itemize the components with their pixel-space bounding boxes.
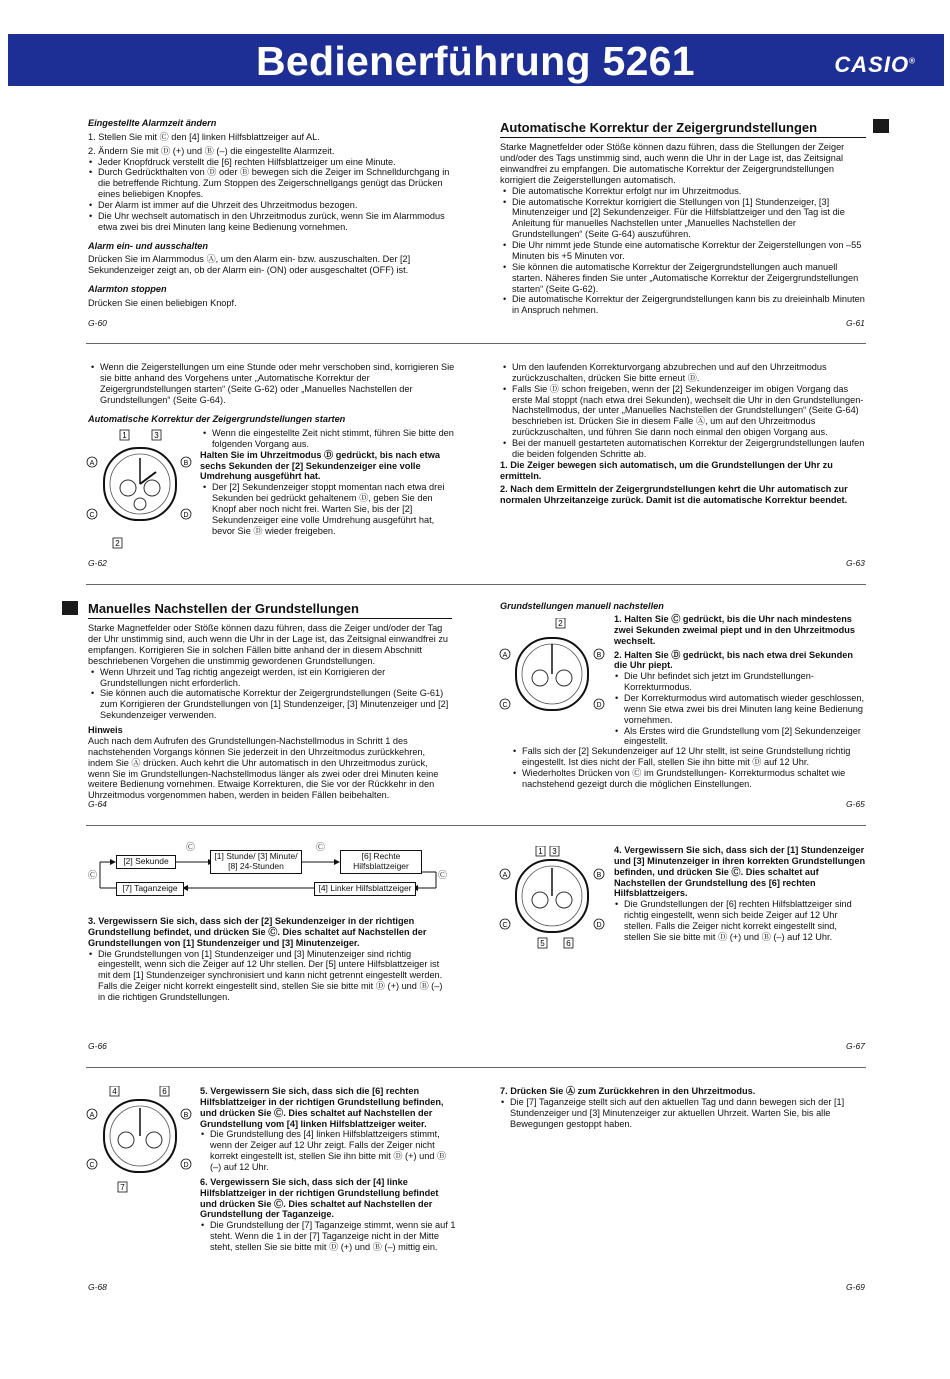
page-number: G-65 bbox=[846, 799, 865, 809]
step: 4. Vergewissern Sie sich, dass sich der [1] Stundenzeiger und [3] Minutenzeiger in ihren korrekten Grundstellungen befinden, und drücken Sie Ⓒ. Dies schaltet auf Nachstellen der Grundstellung des [6] rechten Hilfsblattzeigers. bbox=[614, 845, 866, 899]
button-c-label: C bbox=[502, 702, 508, 709]
page-g62 bbox=[88, 362, 458, 428]
step: 6. Vergewissern Sie sich, dass sich der [4] linke Hilfsblattzeiger in der richtigen Grundstellung befindet und drücken Sie Ⓒ. Dies schaltet auf Nachstellen der Grundstellung der Taganzeige. bbox=[200, 1176, 439, 1220]
button-c-label: Ⓒ bbox=[186, 842, 196, 852]
page-g64 bbox=[88, 601, 452, 804]
step: 1. Die Zeiger bewegen sich automatisch, um die Grundstellungen der Uhr zu ermitteln. bbox=[500, 459, 833, 481]
page-g67 bbox=[614, 845, 866, 943]
flow-step-second: [2] Sekunde bbox=[116, 855, 176, 869]
bullet: • Die automatische Korrektur der Zeigergrundstellungen kann bis zu dreieinhalb Minuten in Anspruch nehmen. bbox=[512, 294, 866, 316]
section-heading: Manuelles Nachstellen der Grundstellungen bbox=[88, 601, 452, 619]
document-title: Bedienerführung 5261 bbox=[256, 38, 695, 84]
bullet: • Die Grundstellungen von [1] Stundenzeiger und [3] Minutenzeiger sind richtig eingestellt, wenn sich die Zeiger auf 12 Uhr stellen. Der [5] untere Hilfsblattzeiger ist mit dem [1] Stundenzeiger synchronisiert und kann nicht getrennt eingestellt werden. Falls die Zeiger nicht korrekt eingestellt sind, stellen Sie sie bitte mit Ⓓ (+) und Ⓑ (–) in die richtigen Grundstellungen. bbox=[98, 949, 450, 1003]
step: 1. Stellen Sie mit Ⓒ den [4] linken Hilfsblattzeiger auf AL. bbox=[88, 131, 320, 142]
hand-label: 6 bbox=[162, 1087, 167, 1096]
hand-label: 4 bbox=[112, 1087, 117, 1096]
bullet: • Der [2] Sekundenzeiger stoppt momentan nach etwa drei Sekunden bei gedrückt gehaltenem Ⓓ, geben Sie den Knopf aber noch nicht frei. Warten Sie, bis der [2] Sekundenzeiger eine volle Umdrehung ausgeführt hat, bevor Sie Ⓓ wieder freigeben. bbox=[212, 482, 456, 536]
page-number: G-63 bbox=[846, 558, 865, 568]
section-marker bbox=[62, 601, 78, 615]
divider bbox=[86, 343, 866, 344]
bullet: • Falls Sie Ⓓ schon freigeben, wenn der [2] Sekundenzeiger im obigen Vorgang das erste Mal stoppt (nach etwa drei Sekunden), wechselt die Uhr in den Grundstellungen-Nachstellmodus, der unter „Manuelles Nachstellen der Grundstellungen“ (Seite G-64) beschrieben ist. Drücken Sie in diesem Falle Ⓐ, um auf den Uhrzeitmodus zurückzuschalten, und führen Sie dann noch einmal den obigen Vorgang aus. bbox=[512, 384, 866, 438]
page-g68 bbox=[200, 1086, 456, 1253]
section-marker bbox=[873, 119, 889, 133]
button-c-label: Ⓒ bbox=[438, 870, 448, 880]
section-heading: Automatische Korrektur der Zeigergrundstellungen bbox=[500, 120, 866, 138]
bullet: • Die Uhr befindet sich jetzt im Grundstellungen-Korrekturmodus. bbox=[624, 671, 866, 693]
step: 2. Ändern Sie mit Ⓓ (+) und Ⓑ (–) die eingestellte Alarmzeit. bbox=[88, 145, 335, 156]
bullet: • Wenn die Zeigerstellungen um eine Stunde oder mehr verschoben sind, korrigieren Sie sie bitte anhand des Vorgehens unter „Automatische Korrektur der Zeigergrundstellungen starten“ (Seite G-62) oder „Manuelles Nachstellen der Grundstellungen“ (Seite G-64). bbox=[100, 362, 458, 405]
paragraph: Drücken Sie einen beliebigen Knopf. bbox=[88, 298, 237, 309]
button-d-label: D bbox=[183, 512, 189, 519]
page-number: G-62 bbox=[88, 558, 107, 568]
paragraph: Starke Magnetfelder oder Stöße können dazu führen, dass die Zeiger und/oder der Tag der Uhr unstimmig sind, auch wenn die Uhr in der Lage ist, das Zeitsignal einwandfrei zu empfangen. Korrigieren Sie in solchen Fällen bitte anhand der in diesem Abschnitt beschriebenen Vorgehen die unstimmig gewordenen Grundstellungen. bbox=[88, 623, 449, 666]
hand-label: 2 bbox=[115, 539, 120, 548]
button-c-label: C bbox=[89, 512, 95, 519]
hand-label: 3 bbox=[552, 847, 557, 856]
bullet: • Die automatische Korrektur erfolgt nur im Uhrzeitmodus. bbox=[512, 186, 866, 197]
hand-label: 3 bbox=[154, 431, 159, 440]
bullet: • Jeder Knopfdruck verstellt die [6] rechten Hilfsblattzeiger um eine Minute. bbox=[98, 157, 458, 168]
button-d-label: D bbox=[183, 1162, 189, 1169]
bullet: • Der Alarm ist immer auf die Uhrzeit des Uhrzeitmodus bezogen. bbox=[98, 200, 458, 211]
page-number: G-64 bbox=[88, 799, 107, 809]
paragraph: Drücken Sie im Alarmmodus Ⓐ, um den Alarm ein- bzw. auszuschalten. Der [2] Sekundenzeiger zeigt an, ob der Alarm ein- (ON) oder ausgeschaltet (OFF) ist. bbox=[88, 254, 411, 276]
page-number: G-60 bbox=[88, 318, 107, 328]
page-g62-steps bbox=[200, 428, 456, 537]
settings-flow-diagram bbox=[86, 842, 450, 900]
step: 2. Nach dem Ermitteln der Zeigergrundstellungen kehrt die Uhr automatisch zur normalen Uhrzeitanzeige zurück. Damit ist die automatische Korrektur beendet. bbox=[500, 484, 848, 506]
flow-step-day: [7] Taganzeige bbox=[116, 882, 184, 896]
heading-alarm-toggle: Alarm ein- und ausschalten bbox=[88, 240, 208, 251]
bullet: • Durch Gedrückthalten von Ⓓ oder Ⓑ bewegen sich die Zeiger im Schnelldurchgang in die betreffende Richtung. Zum Stoppen des Zeigerschnellgangs genügt das Drücken eines beliebigen Knopfes. bbox=[98, 167, 458, 200]
divider bbox=[86, 1067, 866, 1068]
paragraph: Starke Magnetfelder oder Stöße können dazu führen, dass die Stellungen der Zeiger und/oder des Tags unstimmig sind, auch wenn die Uhr in der Lage ist, das Zeitsignal einwandfrei zu empfangen. Die automatische Korrektur der Zeigergrundstellungen korrigiert die Zeigerstellungen automatisch. bbox=[500, 142, 845, 185]
button-a-label: A bbox=[502, 872, 508, 879]
page-number: G-61 bbox=[846, 318, 865, 328]
bullet: • Wenn die eingestellte Zeit nicht stimmt, führen Sie bitte den folgenden Vorgang aus. bbox=[212, 428, 456, 450]
bullet: • Als Erstes wird die Grundstellung vom [2] Sekundenzeiger eingestellt. bbox=[624, 726, 866, 748]
page-number: G-67 bbox=[846, 1041, 865, 1051]
heading-alarm-change: Eingestellte Alarmzeit ändern bbox=[88, 118, 217, 128]
watch-face-icon bbox=[516, 860, 588, 932]
hand-label: 6 bbox=[566, 939, 571, 948]
bullet: • Die Grundstellung des [4] linken Hilfsblattzeigers stimmt, wenn der Zeiger auf 12 Uhr zeigt. Falls der Zeiger nicht korrekt eingestellt ist, stellen Sie ihn bitte mit Ⓓ (+) und Ⓑ (–) auf 12 Uhr. bbox=[210, 1129, 456, 1172]
step: Halten Sie im Uhrzeitmodus Ⓓ gedrückt, bis nach etwa sechs Sekunden der [2] Sekundenzeiger eine volle Umdrehung ausgeführt hat. bbox=[200, 449, 440, 482]
watch-face-icon bbox=[104, 1100, 176, 1172]
paragraph: Auch nach dem Aufrufen des Grundstellungen-Nachstellmodus in Schritt 1 des nachstehenden Vorgangs können Sie jederzeit in den Uhrzeitmodus zurückkehren, indem Sie Ⓐ drücken. Auch kehrt die Uhr automatisch in den Uhrzeitmodus zurück, wenn Sie im Grundstellungen-Nachstellmodus länger als zwei oder drei Minuten keine weitere Bedienung vornehmen. Etwaige Korrekturen, die Sie vor der Rückkehr in den Uhrzeitmodus vorgenommen haben, werden in beiden Fällen beibehalten. bbox=[88, 735, 439, 801]
page-number: G-69 bbox=[846, 1282, 865, 1292]
step: 1. Halten Sie Ⓒ gedrückt, bis die Uhr nach mindestens zwei Sekunden zweimal piept und in den Uhrzeitmodus wechselt. bbox=[614, 614, 855, 646]
button-a-label: A bbox=[89, 460, 95, 467]
divider bbox=[86, 584, 866, 585]
divider bbox=[86, 825, 866, 826]
watch-diagram-g65 bbox=[498, 618, 608, 718]
bullet: • Sie können die automatische Korrektur der Zeigergrundstellungen auch manuell starten. Näheres finden Sie unter „Automatische Korrektur der Zeigergrundstellungen starten“ (Seite G-62). bbox=[512, 262, 866, 295]
page-g65-steps bbox=[614, 614, 866, 747]
bullet: • Die [7] Taganzeige stellt sich auf den aktuellen Tag und dann bewegen sich der [1] Stundenzeiger und [3] Minutenzeiger zur aktuellen Uhrzeit. Warten Sie, bis alle Bewegungen gestoppt haben. bbox=[510, 1097, 866, 1130]
page-g66 bbox=[88, 916, 450, 1003]
page-g61 bbox=[500, 120, 866, 316]
heading: Automatische Korrektur der Zeigergrundstellungen starten bbox=[88, 414, 346, 425]
bullet: • Wiederholtes Drücken von Ⓒ im Grundstellungen- Korrekturmodus schaltet wie nachstehend gezeigt durch die möglichen Einstellungen. bbox=[522, 768, 866, 790]
button-b-label: B bbox=[183, 1112, 189, 1119]
button-c-label: C bbox=[89, 1162, 95, 1169]
page-g69 bbox=[500, 1086, 866, 1129]
page-number: G-68 bbox=[88, 1282, 107, 1292]
step: 7. Drücken Sie Ⓐ zum Zurückkehren in den Uhrzeitmodus. bbox=[500, 1086, 756, 1096]
hand-label: 7 bbox=[120, 1183, 125, 1192]
watch-face-icon bbox=[104, 448, 176, 520]
page-number: G-66 bbox=[88, 1041, 107, 1051]
casio-logo: CASIO® bbox=[834, 52, 916, 77]
button-a-label: A bbox=[502, 652, 508, 659]
bullet: • Bei der manuell gestarteten automatischen Korrektur der Zeigergrundstellungen laufen die beiden folgenden Schritte ab. bbox=[512, 438, 866, 460]
flow-step-left-subdial: [4] Linker Hilfsblattzeiger bbox=[314, 882, 416, 896]
page-header bbox=[8, 34, 944, 86]
button-d-label: D bbox=[596, 922, 602, 929]
bullet: • Die Grundstellungen der [6] rechten Hilfsblattzeiger sind richtig eingestellt, wenn sich beide Zeiger auf 12 Uhr stellen. Falls die Zeiger nicht korrekt eingestellt sind, stellen Sie sie bitte mit Ⓓ (+) und Ⓑ (–) auf 12 Uhr. bbox=[624, 899, 866, 942]
bullet: • Der Korrekturmodus wird automatisch wieder geschlossen, wenn Sie etwa zwei bis drei Minuten lang keine Bedienung vornehmen. bbox=[624, 693, 866, 726]
button-b-label: B bbox=[596, 872, 602, 879]
button-b-label: B bbox=[596, 652, 602, 659]
button-c-label: Ⓒ bbox=[88, 870, 98, 880]
watch-diagram-g62 bbox=[86, 428, 194, 550]
flow-step-hour-minute: [1] Stunde/ [3] Minute/ [8] 24-Stunden bbox=[210, 850, 302, 874]
page-g65-head bbox=[500, 601, 866, 615]
button-a-label: A bbox=[89, 1112, 95, 1119]
button-b-label: B bbox=[183, 460, 189, 467]
hand-label: 1 bbox=[538, 847, 543, 856]
hand-label: 1 bbox=[122, 431, 127, 440]
step: 3. Vergewissern Sie sich, dass sich der [2] Sekundenzeiger in der richtigen Grundstellung befindet, und drücken Sie Ⓒ. Dies schaltet auf Nachstellen der Grundstellungen von [1] Stundenzeiger und [3] Minutenzeiger. bbox=[88, 916, 427, 948]
button-c-label: Ⓒ bbox=[316, 842, 326, 852]
button-c-label: C bbox=[502, 922, 508, 929]
watch-face-icon bbox=[516, 638, 588, 710]
button-d-label: D bbox=[596, 702, 602, 709]
bullet: • Die Grundstellung der [7] Taganzeige stimmt, wenn sie auf 1 steht. Wenn die 1 in der [7] Taganzeige nicht in der Mitte steht, stellen Sie sie bitte mit Ⓓ (+) und Ⓑ (–) mittig ein. bbox=[210, 1220, 456, 1253]
page-g60 bbox=[88, 118, 458, 312]
step: 2. Halten Sie Ⓓ gedrückt, bis nach etwa drei Sekunden die Uhr piept. bbox=[614, 649, 853, 671]
watch-diagram-g68 bbox=[86, 1086, 194, 1196]
bullet: • Um den laufenden Korrekturvorgang abzubrechen und auf den Uhrzeitmodus zurückzuschalten, drücken Sie bitte erneut Ⓓ. bbox=[512, 362, 866, 384]
bullet: • Die Uhr nimmt jede Stunde eine automatische Korrektur der Zeigerstellungen von –55 Minuten bis +5 Minuten vor. bbox=[512, 240, 866, 262]
hand-label: 5 bbox=[540, 939, 545, 948]
note-heading: Hinweis bbox=[88, 725, 123, 736]
page-g65-notes bbox=[510, 746, 866, 789]
bullet: • Die automatische Korrektur korrigiert die Stellungen von [1] Stundenzeiger, [3] Minutenzeiger und [2] Sekundenzeiger. Für die Hilfsblattzeiger und den Tag ist die Anleitung für manuelles Nachstellen unter „Manuelles Nachstellen der Grundstellungen“ (Seite G-64) auszuführen. bbox=[512, 197, 866, 240]
bullet: • Falls sich der [2] Sekundenzeiger auf 12 Uhr stellt, ist seine Grundstellung richtig eingestellt. Ist dies nicht der Fall, stellen Sie ihn bitte mit Ⓓ auf 12 Uhr. bbox=[522, 746, 866, 768]
bullet: • Die Uhr wechselt automatisch in den Uhrzeitmodus zurück, wenn Sie im Alarmmodus etwa zwei bis drei Minuten lang keine Bedienung vornehmen. bbox=[98, 211, 458, 233]
page-g63 bbox=[500, 362, 866, 509]
hand-label: 2 bbox=[558, 619, 563, 628]
bullet: • Wenn Uhrzeit und Tag richtig angezeigt werden, ist ein Korrigieren der Grundstellungen nicht erforderlich. bbox=[100, 667, 452, 689]
heading: Grundstellungen manuell nachstellen bbox=[500, 601, 664, 611]
heading-alarm-stop: Alarmton stoppen bbox=[88, 284, 167, 295]
bullet: • Sie können auch die automatische Korrektur der Zeigergrundstellungen (Seite G-61) zum Korrigieren der Grundstellungen von [1] Stundenzeiger, [3] Minutenzeiger und [2] Sekundenzeiger verwenden. bbox=[100, 688, 452, 721]
flow-step-right-subdial: [6] Rechte Hilfsblattzeiger bbox=[340, 850, 422, 874]
step: 5. Vergewissern Sie sich, dass sich die [6] rechten Hilfsblattzeiger in der richtigen Grundstellung befinden, und drücken Sie Ⓒ. Dies schaltet auf Nachstellen der Grundstellung vom [4] linken Hilfsblattzeiger weiter. bbox=[200, 1086, 444, 1129]
watch-diagram-g67 bbox=[498, 846, 608, 950]
